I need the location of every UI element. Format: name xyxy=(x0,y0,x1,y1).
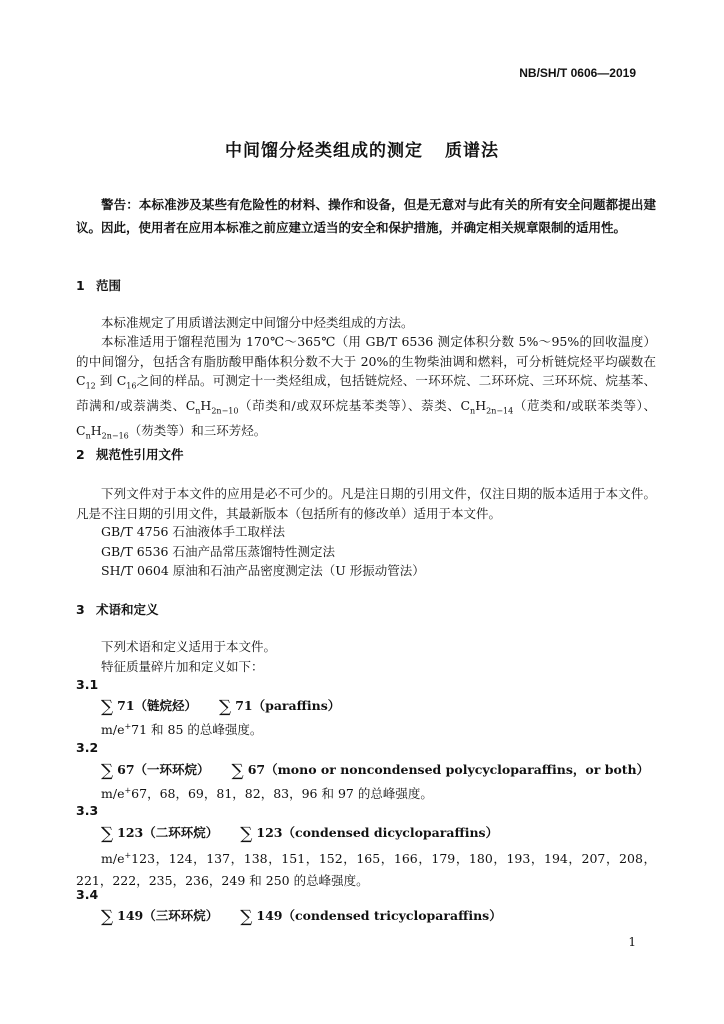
term-zh: 149（三环环烷） xyxy=(117,908,219,923)
term-number: 3.4 xyxy=(76,887,99,902)
term-definition xyxy=(76,845,656,892)
sigma-symbol: ∑ xyxy=(219,697,232,717)
term-en: 123（condensed dicycloparaffins） xyxy=(256,825,499,840)
term-en: 71（paraffins） xyxy=(235,698,341,713)
p2-text-c: 之间的样品。可测定十一类烃组成，包括链烷烃、一环环烷、二环环烷、三环环烷、烷基苯、茚满和/或萘满类、C xyxy=(76,373,656,413)
section-2-title: 规范性引用文件 xyxy=(96,447,184,462)
section-3-paragraph-2: 特征质量碎片加和定义如下： xyxy=(101,659,264,674)
section-1-title: 范围 xyxy=(96,278,122,293)
term-zh: 67（一环环烷） xyxy=(117,762,210,777)
term-definition xyxy=(101,784,433,802)
section-3-heading xyxy=(76,600,159,618)
sigma-symbol: ∑ xyxy=(240,824,253,844)
mz-label: m/e xyxy=(101,851,125,867)
section-3-number: 3 xyxy=(76,602,85,617)
p2-text-d: H xyxy=(200,398,212,413)
term-zh: 71（链烷烃） xyxy=(117,698,198,713)
term-zh: 123（二环环烷） xyxy=(117,825,219,840)
reference-item: SH/T 0604 原油和石油产品密度测定法（U 形振动管法） xyxy=(101,563,425,578)
section-3-title: 术语和定义 xyxy=(96,602,159,617)
p2-sub-3: n xyxy=(195,406,201,416)
section-2-heading xyxy=(76,445,184,463)
term-number: 3.3 xyxy=(76,803,99,818)
p2-sub-7: n xyxy=(85,431,91,441)
mz-sup: + xyxy=(124,851,132,860)
mz-label: m/e xyxy=(101,786,125,801)
p2-text-f: H xyxy=(475,398,487,413)
mz-sup: + xyxy=(124,785,132,795)
term-heading xyxy=(101,823,498,844)
page-number: 1 xyxy=(628,935,636,949)
term-en: 67（mono or noncondensed polycycloparaffins，or both） xyxy=(247,762,650,777)
sigma-symbol: ∑ xyxy=(231,761,244,781)
title-main: 中间馏分烃类组成的测定 xyxy=(225,141,423,161)
sigma-symbol: ∑ xyxy=(101,824,114,844)
section-3-paragraph-1: 下列术语和定义适用于本文件。 xyxy=(101,639,277,654)
section-1-paragraph-2 xyxy=(76,332,656,446)
p2-text-a: 本标准适用于馏程范围为 170℃～365℃（用 GB/T 6536 测定体积分数 5%～95%的回收温度）的中间馏分，包括含有脂肪酸甲酯体积分数不大于 20%的生物柴油调和燃料，可分析链烷烃平均碳数在 C xyxy=(76,334,656,388)
p2-text-h: H xyxy=(90,423,102,438)
term-heading xyxy=(101,696,340,717)
mz-text: 71 和 85 的总峰强度。 xyxy=(131,722,263,737)
section-1-paragraph-1: 本标准规定了用质谱法测定中间馏分中烃类组成的方法。 xyxy=(101,315,414,330)
term-number: 3.2 xyxy=(76,740,99,755)
mz-text: 123，124，137，138，151，152，165，166，179，180，193，194，207，208，221，222，235，236，249 和 250 的总峰强度。 xyxy=(76,851,656,889)
sigma-symbol: ∑ xyxy=(101,697,114,717)
term-heading xyxy=(101,760,649,781)
reference-item: GB/T 6536 石油产品常压蒸馏特性测定法 xyxy=(101,544,335,559)
section-1-heading xyxy=(76,276,121,294)
p2-sub-1: 12 xyxy=(85,381,96,391)
p2-sub-5: n xyxy=(470,406,476,416)
p2-text-b: 到 C xyxy=(95,373,127,388)
sigma-symbol: ∑ xyxy=(240,907,253,927)
standard-code: NB/SH/T 0606—2019 xyxy=(519,66,636,80)
p2-text-e: （茚类和/或双环烷基苯类等）、萘类、C xyxy=(238,398,471,413)
sigma-symbol: ∑ xyxy=(101,761,114,781)
p2-sub-6: 2n−14 xyxy=(486,406,514,416)
section-1-number: 1 xyxy=(76,278,85,293)
term-definition xyxy=(101,720,262,738)
p2-text-g: （苊类和/或联苯类等）、C xyxy=(76,398,656,438)
p2-sub-4: 2n−10 xyxy=(211,406,239,416)
section-2-number: 2 xyxy=(76,447,85,462)
section-2-paragraph: 下列文件对于本文件的应用是必不可少的。凡是注日期的引用文件，仅注日期的版本适用于本文件。凡是不注日期的引用文件，其最新版本（包括所有的修改单）适用于本文件。 xyxy=(76,486,656,521)
sigma-symbol: ∑ xyxy=(101,907,114,927)
title-sub: 质谱法 xyxy=(445,141,499,161)
warning-paragraph: 警告：本标准涉及某些有危险性的材料、操作和设备，但是无意对与此有关的所有安全问题都提出建议。因此，使用者在应用本标准之前应建立适当的安全和保护措施，并确定相关规章限制的适用性。 xyxy=(76,197,656,235)
term-heading xyxy=(101,906,502,927)
p2-sub-8: 2n−16 xyxy=(101,431,129,441)
mz-sup: + xyxy=(124,721,132,731)
document-title xyxy=(0,136,724,161)
mz-text: 67，68，69，81，82，83，96 和 97 的总峰强度。 xyxy=(131,786,433,801)
reference-item: GB/T 4756 石油液体手工取样法 xyxy=(101,524,285,539)
mz-label: m/e xyxy=(101,722,125,737)
term-number: 3.1 xyxy=(76,677,99,692)
term-en: 149（condensed tricycloparaffins） xyxy=(256,908,502,923)
p2-sub-2: 16 xyxy=(126,381,137,391)
p2-text-j: （芴类等）和三环芳烃。 xyxy=(128,423,267,438)
